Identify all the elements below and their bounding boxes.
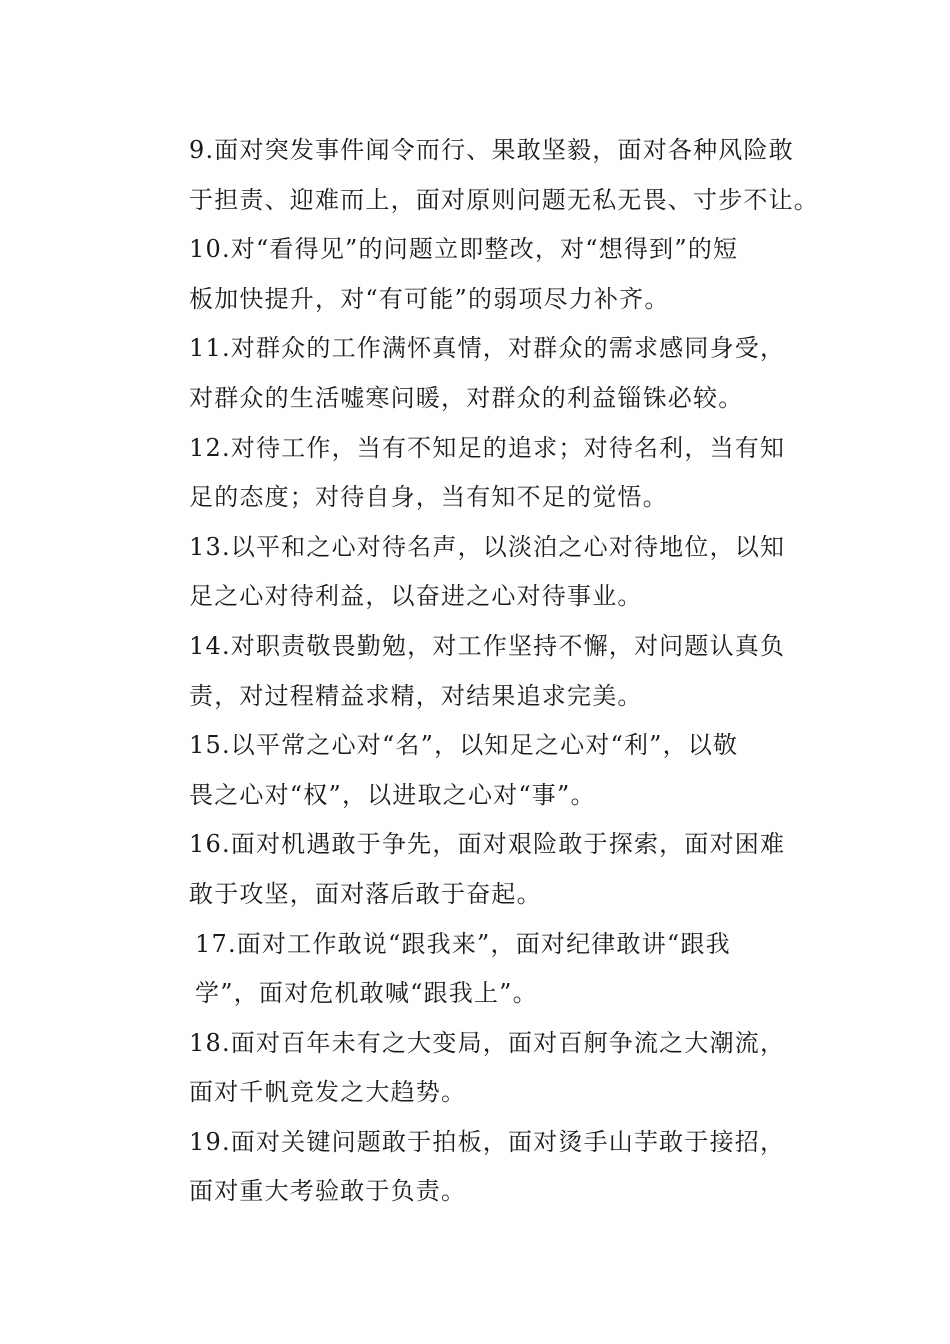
paragraph-11 <box>145 324 810 423</box>
paragraph-line: 责，对过程精益求精，对结果追求完美。 <box>189 681 643 710</box>
paragraph-line: 13.以平和之心对待名声，以淡泊之心对待地位，以知 <box>189 532 786 561</box>
paragraph-line: 10.对“看得见”的问题立即整改，对“想得到”的短 <box>189 235 739 264</box>
paragraph-line: 板加快提升，对“有可能”的弱项尽力补齐。 <box>189 284 670 313</box>
paragraph-line: 15.以平常之心对“名”，以知足之心对“利”，以敬 <box>189 731 739 760</box>
paragraph-15 <box>145 721 810 820</box>
paragraph-line: 畏之心对“权”，以进取之心对“事”。 <box>189 780 596 809</box>
paragraph-line: 足之心对待利益，以奋进之心对待事业。 <box>189 582 643 611</box>
paragraph-9 <box>145 126 819 225</box>
paragraph-19 <box>145 1118 810 1217</box>
paragraph-line: 18.面对百年未有之大变局，面对百舸争流之大潮流， <box>189 1028 786 1057</box>
paragraph-14 <box>145 622 810 721</box>
paragraph-line: 12.对待工作，当有不知足的追求；对待名利，当有知 <box>189 433 786 462</box>
paragraph-line: 学”，面对危机敢喊“跟我上”。 <box>195 979 538 1008</box>
paragraph-17 <box>145 920 810 1019</box>
paragraph-12 <box>145 424 810 523</box>
paragraph-line: 19.面对关键问题敢于拍板，面对烫手山芋敢于接招， <box>189 1127 786 1156</box>
paragraph-line: 敢于攻坚，面对落后敢于奋起。 <box>189 879 542 908</box>
paragraph-line: 面对千帆竞发之大趋势。 <box>189 1078 467 1107</box>
paragraph-line: 17.面对工作敢说“跟我来”，面对纪律敢讲“跟我 <box>195 929 731 958</box>
paragraph-line: 对群众的生活嘘寒问暖，对群众的利益锱铢必较。 <box>189 383 744 412</box>
document-body <box>145 126 819 1217</box>
paragraph-line: 面对重大考验敢于负责。 <box>189 1177 467 1206</box>
paragraph-line: 11.对群众的工作满怀真情，对群众的需求感同身受， <box>189 334 786 363</box>
paragraph-line: 14.对职责敬畏勤勉，对工作坚持不懈，对问题认真负 <box>189 631 786 660</box>
paragraph-18 <box>145 1019 810 1118</box>
paragraph-10 <box>145 225 810 324</box>
paragraph-line: 9.面对突发事件闻令而行、果敢坚毅，面对各种风险敢 <box>189 136 794 164</box>
paragraph-16 <box>145 820 810 919</box>
paragraph-line: 足的态度；对待自身，当有知不足的觉悟。 <box>189 483 668 512</box>
paragraph-line: 16.面对机遇敢于争先，面对艰险敢于探索，面对困难 <box>189 830 786 859</box>
paragraph-13 <box>145 523 810 622</box>
paragraph-line: 于担责、迎难而上，面对原则问题无私无畏、寸步不让。 <box>189 185 819 214</box>
